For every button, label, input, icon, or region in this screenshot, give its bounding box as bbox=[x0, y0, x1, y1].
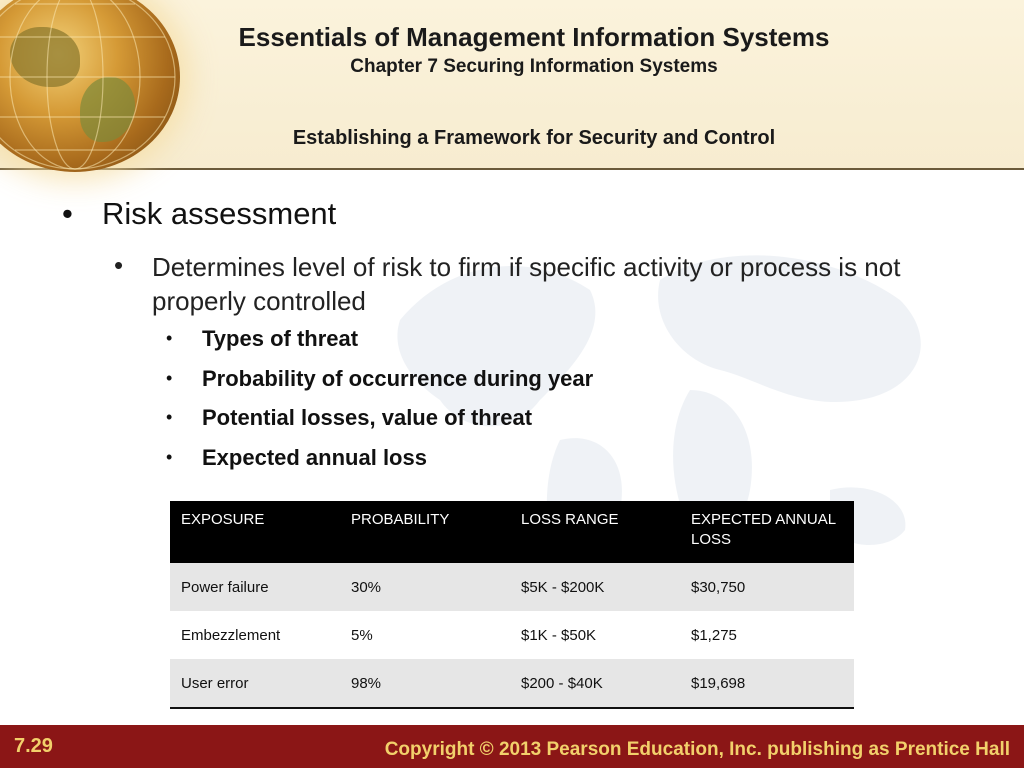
page-number: 7.29 bbox=[14, 735, 53, 757]
table-cell: $5K - $200K bbox=[510, 563, 680, 611]
column-header: EXPECTED ANNUAL LOSS bbox=[680, 501, 854, 563]
table-cell: $1K - $50K bbox=[510, 611, 680, 659]
slide-book-title: Essentials of Management Information Systems bbox=[238, 22, 830, 52]
sub-bullet-text: Determines level of risk to firm if specific activity or process is not properly controlled bbox=[152, 252, 901, 316]
table-cell: 30% bbox=[340, 563, 510, 611]
table-cell: Power failure bbox=[170, 563, 340, 611]
slide-chapter-title: Chapter 7 Securing Information Systems bbox=[350, 56, 718, 77]
table-cell: Embezzlement bbox=[170, 611, 340, 659]
table-cell: $200 - $40K bbox=[510, 659, 680, 708]
table-row bbox=[170, 611, 854, 659]
slide-section-title: Establishing a Framework for Security and Control bbox=[292, 127, 776, 149]
risk-assessment-table bbox=[170, 501, 854, 709]
table-cell: $30,750 bbox=[680, 563, 854, 611]
column-header: LOSS RANGE bbox=[510, 501, 680, 563]
copyright-notice: Copyright © 2013 Pearson Education, Inc. publishing as Prentice Hall bbox=[384, 739, 1010, 760]
bullet-dot-icon: • bbox=[166, 447, 173, 467]
bullet-dot-icon: • bbox=[114, 250, 124, 280]
slide-header bbox=[0, 0, 1024, 170]
slide-footer bbox=[0, 725, 1024, 768]
table-cell: $19,698 bbox=[680, 659, 854, 708]
bullet-dot-icon: • bbox=[62, 196, 73, 231]
table-row bbox=[170, 659, 854, 708]
bullet-dot-icon: • bbox=[166, 328, 173, 348]
bullet-text: Risk assessment bbox=[102, 196, 337, 231]
bullet-dot-icon: • bbox=[166, 368, 173, 388]
column-header: PROBABILITY bbox=[340, 501, 510, 563]
table-cell: $1,275 bbox=[680, 611, 854, 659]
column-header: EXPOSURE bbox=[170, 501, 340, 563]
table-cell: User error bbox=[170, 659, 340, 708]
table-cell: 5% bbox=[340, 611, 510, 659]
bullet-dot-icon: • bbox=[166, 407, 173, 427]
table-row bbox=[170, 563, 854, 611]
table-header-row bbox=[170, 501, 854, 563]
table-cell: 98% bbox=[340, 659, 510, 708]
